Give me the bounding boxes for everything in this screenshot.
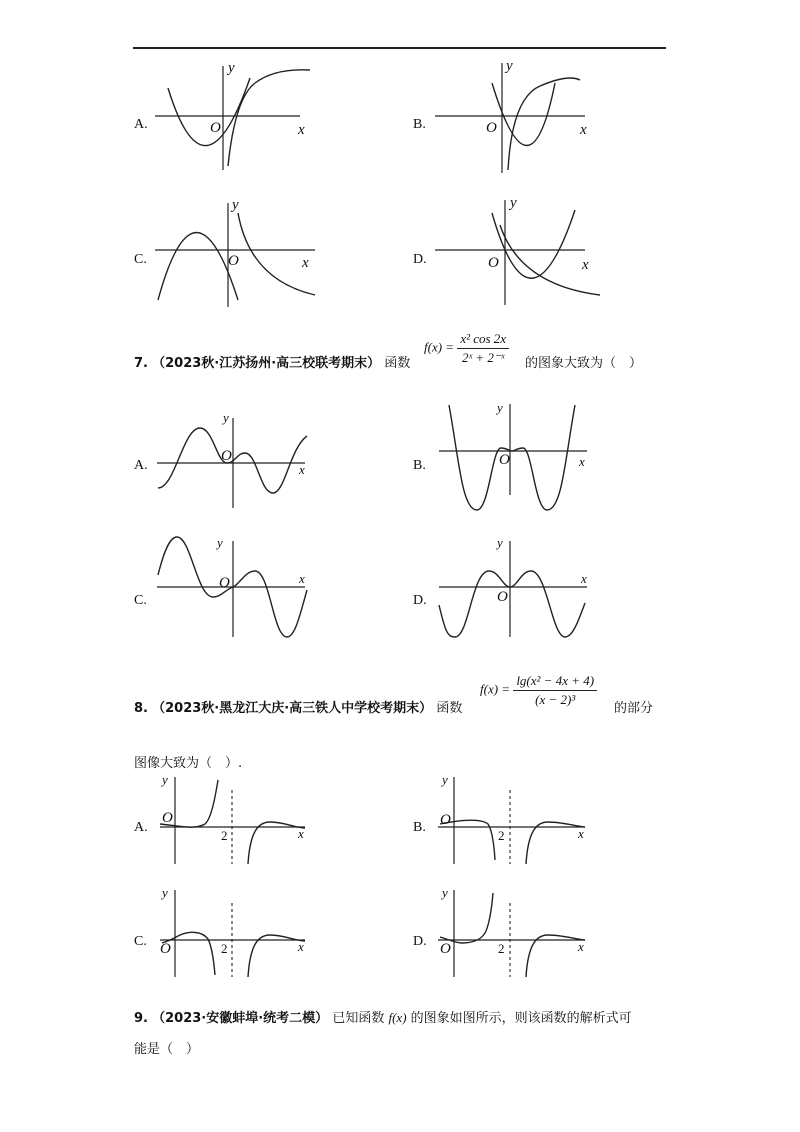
hyperbola-curve [238,213,315,295]
q9-source: （2023·安徽蚌埠·统考二模） [152,1011,329,1026]
tick-label-2: 2 [221,828,228,843]
y-axis-label: y [162,772,168,787]
q8-graph-b [430,772,595,867]
q7-graph-a [155,408,315,513]
x-axis-label: x [299,571,305,586]
y-axis-label: y [510,195,517,211]
y-axis-label: y [442,885,448,900]
q6-graph-c [150,195,325,310]
q8-formula-numerator: lg(x² − 4x + 4) [513,673,597,691]
q7-graph-c [155,535,315,645]
q6-option-d-label: D. [413,252,427,267]
q7-option-b-label: B. [413,458,426,473]
function-curve [449,405,575,510]
origin-label: O [440,941,451,957]
q8-formula-lhs: f(x) = [480,681,511,697]
origin-label: O [221,448,232,464]
q8-formula [480,673,597,708]
origin-label: O [497,589,508,605]
x-axis-label: x [579,454,585,469]
q8-stem-line2: 图像大致为（ ）. [134,756,243,771]
q8-source: （2023秋·黑龙江大庆·高三铁人中学校考期末） [152,701,433,716]
x-axis-label: x [298,939,304,954]
function-curve [439,571,585,637]
y-axis-label: y [217,535,223,550]
q8-option-c-label: C. [134,934,147,949]
y-axis-label: y [162,885,168,900]
origin-label: O [160,941,171,957]
x-axis-label: x [298,826,304,841]
origin-label: O [440,812,451,828]
y-axis-label: y [232,197,239,213]
q7-formula-numerator: x² cos 2x [457,331,509,349]
q8-option-d-label: D. [413,934,427,949]
q7-option-a-label: A. [134,458,148,473]
parabola-curve [158,233,238,301]
function-curve-right [248,822,305,864]
origin-label: O [486,120,497,136]
q7-source: （2023秋·江苏扬州·高三校联考期末） [152,356,381,371]
tick-label-2: 2 [498,941,505,956]
q6-option-c-label: C. [134,252,147,267]
q9-stem-line2: 能是（ ） [134,1042,200,1057]
q9-fx: f(x) [388,1010,407,1025]
q8-post: 的部分 [614,701,654,716]
y-axis-label: y [442,772,448,787]
q9-post: 的图象如图所示，则该函数的解析式可 [410,1011,632,1026]
q7-formula-denominator: 2ˣ + 2⁻ˣ [461,350,505,365]
q7-graph-b [437,400,597,515]
x-axis-label: x [299,462,305,477]
q8-option-a-label: A. [134,820,148,835]
tick-label-2: 2 [221,941,228,956]
origin-label: O [488,255,499,271]
tick-label-2: 2 [498,828,505,843]
y-axis-label: y [497,400,503,415]
origin-label: O [210,120,221,136]
q8-graph-c [150,885,315,980]
q7-pre: 函数 [384,356,411,371]
function-curve-right [526,935,585,977]
q6-graph-b [430,58,600,178]
q6-graph-a [150,58,320,178]
q7-graph-d [437,535,597,645]
x-axis-label: x [581,571,587,586]
q9-stem [134,1007,632,1026]
q9-pre: 已知函数 [332,1011,385,1026]
q7-formula [424,331,509,366]
x-axis-label: x [302,255,309,271]
q6-graph-d [430,195,600,310]
q7-stem [134,352,410,371]
q7-formula-lhs: f(x) = [424,339,455,355]
q8-graph-a [150,772,315,867]
q8-stem [134,697,462,716]
y-axis-label: y [506,58,513,74]
q8-formula-denominator: (x − 2)³ [535,692,576,707]
q8-graph-d [430,885,595,980]
q8-number: 8. [134,701,148,716]
log-curve [228,70,310,166]
x-axis-label: x [578,939,584,954]
q8-option-b-label: B. [413,820,426,835]
q7-post: 的图象大致为（ ） [525,356,643,371]
origin-label: O [162,810,173,826]
function-curve-right [248,935,305,977]
q6-option-a-label: A. [134,117,148,132]
function-curve-right [526,822,585,864]
origin-label: O [228,253,239,269]
q6-option-b-label: B. [413,117,426,132]
x-axis-label: x [578,826,584,841]
q8-pre: 函数 [436,701,463,716]
y-axis-label: y [223,410,229,425]
q7-number: 7. [134,356,148,371]
q7-stem-end [525,352,642,371]
header-rule [133,47,666,49]
function-curve-left [440,893,493,943]
y-axis-label: y [497,535,503,550]
x-axis-label: x [580,122,587,138]
y-axis-label: y [228,60,235,76]
q7-option-d-label: D. [413,593,427,608]
origin-label: O [219,575,230,591]
x-axis-label: x [582,257,589,273]
origin-label: O [499,452,510,468]
x-axis-label: x [298,122,305,138]
q7-option-c-label: C. [134,593,147,608]
q8-stem-end [614,697,653,716]
q9-number: 9. [134,1011,148,1026]
